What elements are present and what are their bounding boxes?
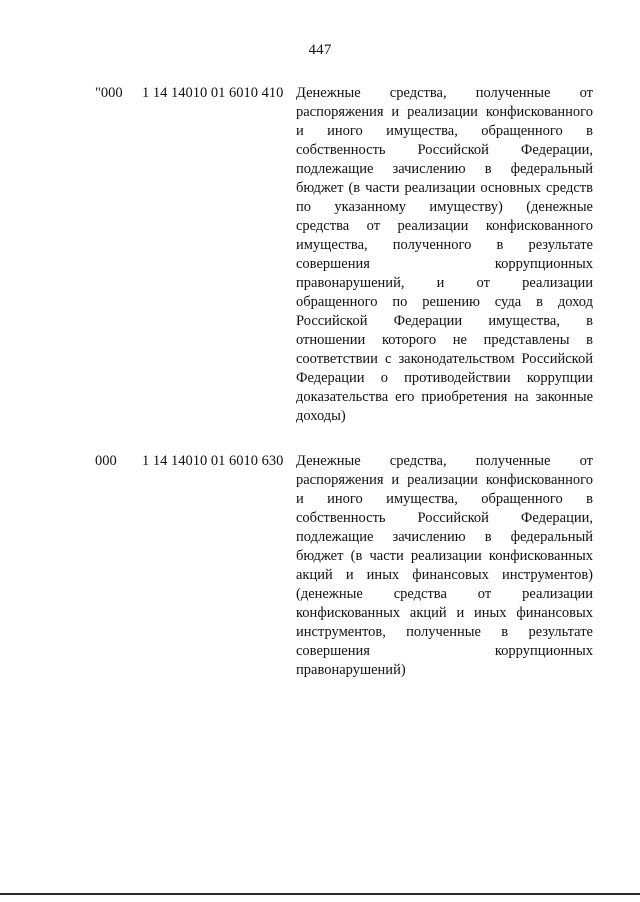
description-line: отношении которого не представлены в xyxy=(296,332,593,348)
description-line: правонарушений) xyxy=(296,662,406,678)
description-line: инструментов, полученные в результате xyxy=(296,624,593,640)
administrator-code: 000 xyxy=(95,453,117,469)
description-line: подлежащие зачислению в федеральный xyxy=(296,529,593,545)
description-line: по указанному имуществу) (денежные xyxy=(296,199,593,215)
description-line: обращенного по решению суда в доход xyxy=(296,294,593,310)
description-line: бюджет (в части реализации конфискованных xyxy=(296,548,593,564)
administrator-code: "000 xyxy=(95,85,123,101)
description-line: Российской Федерации имущества, в xyxy=(296,313,593,329)
description-line: распоряжения и реализации конфискованного xyxy=(296,472,593,488)
code-description xyxy=(296,452,593,680)
description-line: Денежные средства, полученные от xyxy=(296,85,593,101)
description-line: подлежащие зачислению в федеральный xyxy=(296,161,593,177)
description-line: акций и иных финансовых инструментов) xyxy=(296,567,593,583)
budget-classification-code: 1 14 14010 01 6010 410 xyxy=(142,85,284,101)
scan-edge-line xyxy=(0,893,640,895)
description-line: бюджет (в части реализации основных средств xyxy=(296,180,593,196)
budget-classification-code: 1 14 14010 01 6010 630 xyxy=(142,453,284,469)
description-line: конфискованных акций и иных финансовых xyxy=(296,605,593,621)
code-description xyxy=(296,84,593,426)
description-line: правонарушений, и от реализации xyxy=(296,275,593,291)
description-line: Федерации о противодействии коррупции xyxy=(296,370,593,386)
description-line: и иного имущества, обращенного в xyxy=(296,491,593,507)
description-line: распоряжения и реализации конфискованного xyxy=(296,104,593,120)
description-line: средства от реализации конфискованного xyxy=(296,218,593,234)
description-line: доказательства его приобретения на законные xyxy=(296,389,593,405)
description-line: совершения коррупционных xyxy=(296,256,593,272)
page-number: 447 xyxy=(308,42,332,58)
description-line: совершения коррупционных xyxy=(296,643,593,659)
description-line: доходы) xyxy=(296,408,346,424)
description-line: соответствии с законодательством Российской xyxy=(296,351,593,367)
description-line: Денежные средства, полученные от xyxy=(296,453,593,469)
description-line: собственность Российской Федерации, xyxy=(296,510,593,526)
description-line: имущества, полученного в результате xyxy=(296,237,593,253)
description-line: (денежные средства от реализации xyxy=(296,586,593,602)
description-line: собственность Российской Федерации, xyxy=(296,142,593,158)
description-line: и иного имущества, обращенного в xyxy=(296,123,593,139)
